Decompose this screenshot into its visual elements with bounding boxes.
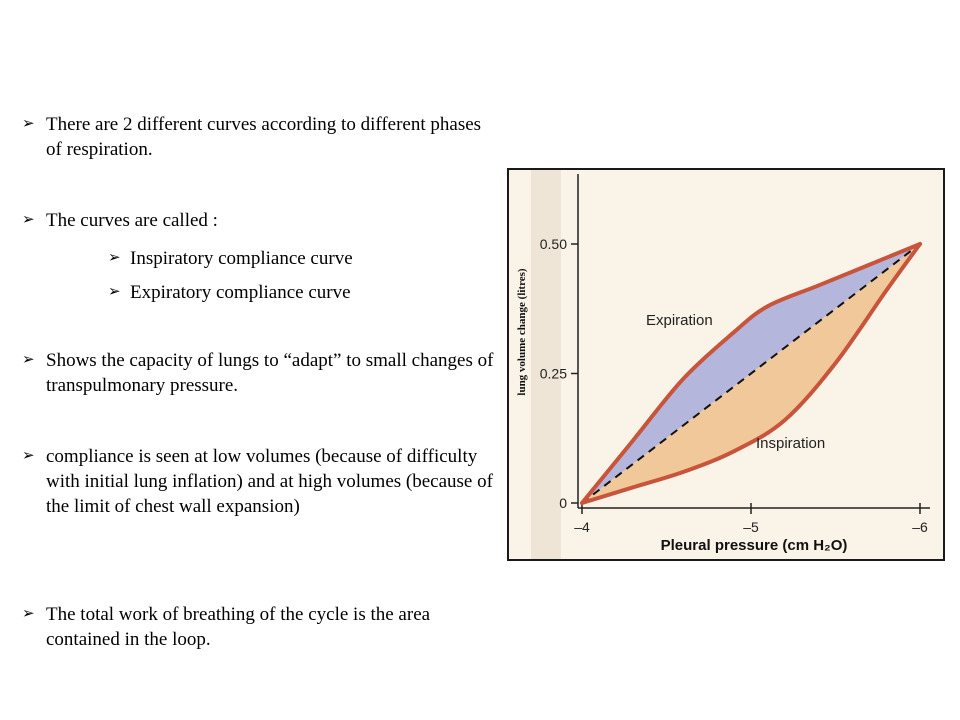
bullet-text: Shows the capacity of lungs to “adapt” to small changes of transpulmonary pressure.	[46, 350, 494, 396]
compliance-chart	[509, 170, 943, 559]
page-margin-strip	[531, 170, 561, 559]
y-tick-label: 0.25	[539, 365, 567, 382]
x-tick-label: –4	[574, 519, 590, 535]
arrow-bullet-icon: ➢	[22, 116, 35, 132]
x-tick-label: –5	[743, 519, 759, 535]
bullet-text: The total work of breathing of the cycle is the area contained in the loop.	[46, 604, 431, 650]
arrow-bullet-icon: ➢	[22, 606, 35, 622]
bullet-text: Expiratory compliance curve	[130, 282, 351, 303]
bullet-text: compliance is seen at low volumes (because of difficulty with initial lung inflation) and at high volumes (because of the limit of chest wall expansion)	[46, 446, 493, 517]
x-axis-title: Pleural pressure (cm H₂O)	[660, 537, 848, 554]
y-tick-label: 0	[559, 495, 567, 511]
compliance-figure	[507, 168, 945, 561]
inspiration-label: Inspiration	[756, 435, 826, 452]
y-axis-title: lung volume change (litres)	[516, 268, 528, 396]
bullet-text: There are 2 different curves according to different phases of respiration.	[46, 114, 482, 160]
expiration-label: Expiration	[646, 312, 713, 329]
y-tick-label: 0.50	[539, 236, 567, 252]
x-tick-label: –6	[912, 519, 928, 535]
arrow-bullet-icon: ➢	[108, 250, 121, 266]
bullet-text: Inspiratory compliance curve	[130, 248, 353, 269]
arrow-bullet-icon: ➢	[22, 212, 35, 228]
arrow-bullet-icon: ➢	[22, 352, 35, 368]
arrow-bullet-icon: ➢	[108, 284, 121, 300]
bullet-text: The curves are called :	[46, 210, 218, 231]
arrow-bullet-icon: ➢	[22, 448, 35, 464]
